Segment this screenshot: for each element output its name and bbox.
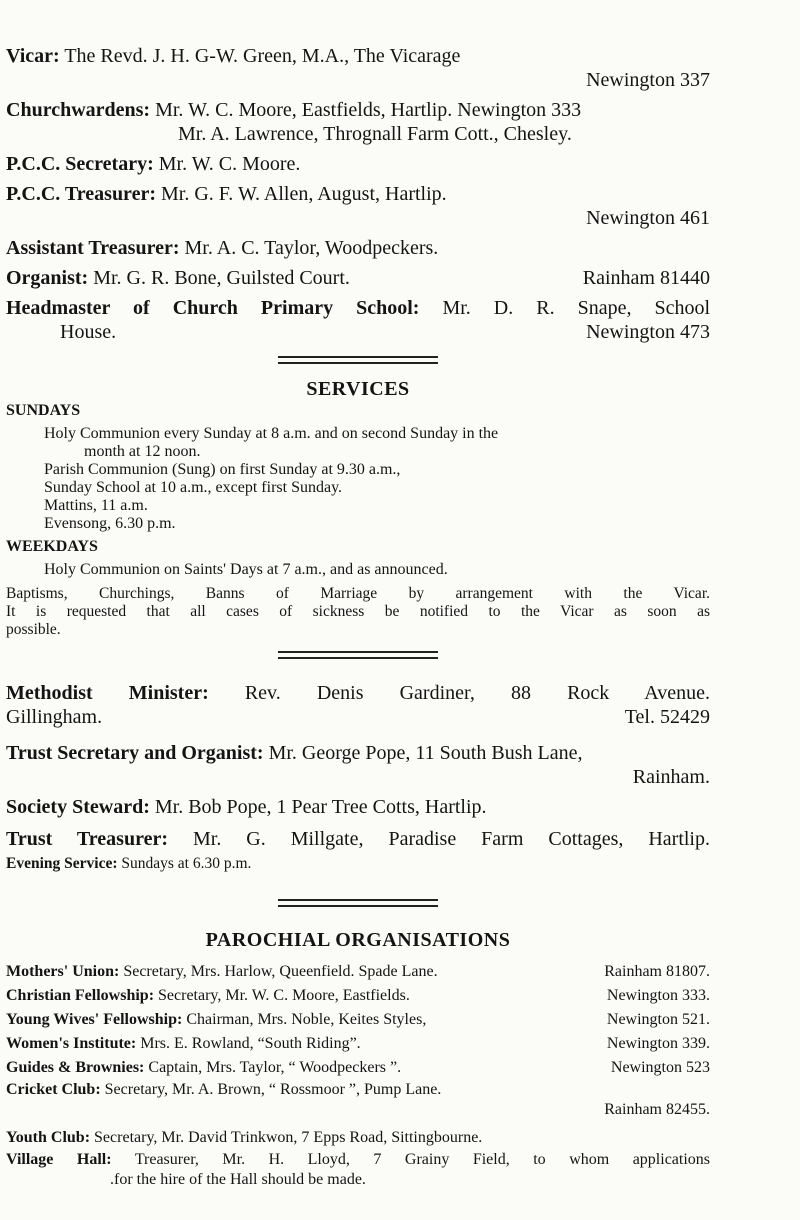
headmaster-phone: Newington 473 [586,321,710,343]
org-label: Village Hall: [6,1151,112,1168]
org-cricket-club [6,1080,710,1120]
trust-treasurer-text: Mr. G. Millgate, Paradise Farm Cottages, Hartlip. [192,828,710,850]
sunday-line: Sunday School at 10 a.m., except first Sunday. [44,479,343,496]
methodist-minister-text: Rev. Denis Gardiner, 88 Rock Avenue. [244,682,711,704]
org-youth-club [6,1126,710,1150]
services-title: SERVICES [306,378,410,400]
society-steward-text: Mr. Bob Pope, 1 Pear Tree Cotts, Hartlip. [154,796,487,818]
weekdays-label: WEEKDAYS [6,538,98,555]
org-label: Youth Club: [6,1129,91,1146]
org-label: Mothers' Union: [6,963,120,980]
pcc-treasurer-text: Mr. G. F. W. Allen, August, Hartlip. [161,183,447,205]
org-guides-brownies [6,1056,710,1080]
directory-page [6,44,710,1190]
trust-secretary-text2: Rainham. [632,766,710,788]
trust-secretary-text: Mr. George Pope, 11 South Bush Lane, [268,742,583,764]
pcc-secretary-text: Mr. W. C. Moore. [158,153,301,175]
sundays-list [6,425,710,533]
headmaster-text: Mr. D. R. Snape, School [442,297,711,319]
headmaster-text2: House. [60,321,117,343]
sunday-line: Mattins, 11 a.m. [44,497,148,514]
org-text: Secretary, Mr. A. Brown, “ Rossmoor ”, Pump Lane. [104,1081,442,1098]
divider-3 [278,899,438,907]
society-steward-entry [6,795,710,819]
org-phone: Newington 523 [610,1059,710,1076]
evening-service-text: Sundays at 6.30 p.m. [121,855,252,872]
org-mothers-union [6,960,710,984]
methodist-minister-line2 [6,705,710,729]
org-label: Guides & Brownies: [6,1059,145,1076]
vicar-phone: Newington 337 [586,69,710,91]
weekdays-text: Holy Communion on Saints' Days at 7 a.m., and as announced. [44,561,448,578]
org-label: Women's Institute: [6,1035,137,1052]
org-phone: Newington 333. [606,987,710,1004]
org-label: Christian Fellowship: [6,987,155,1004]
org-phone: Newington 521. [606,1011,710,1028]
headmaster-label: Headmaster of Church Primary School: [6,297,420,319]
org-young-wives [6,1008,710,1032]
sunday-line: Evensong, 6.30 p.m. [44,515,176,532]
churchwardens-line1: Mr. W. C. Moore, Eastfields, Hartlip. Newington 333 [155,99,582,121]
pcc-secretary-entry [6,152,710,176]
org-label: Young Wives' Fellowship: [6,1011,183,1028]
org-phone: Newington 339. [606,1035,710,1052]
org-text: Chairman, Mrs. Noble, Keites Styles, [186,1011,427,1028]
divider-2 [278,651,438,659]
methodist-minister-line1 [6,681,710,705]
headmaster-line2 [6,320,710,344]
assistant-treasurer-entry [6,236,710,260]
org-village-hall [6,1150,710,1190]
methodist-minister-entry [6,681,710,729]
headmaster-line1 [6,296,710,320]
org-phone: Rainham 81807. [604,963,710,980]
sunday-line: Parish Communion (Sung) on first Sunday at 9.30 a.m., [44,461,401,478]
pcc-treasurer-phone: Newington 461 [586,207,710,229]
methodist-minister-text2: Gillingham. [6,706,103,728]
org-womens-institute [6,1032,710,1056]
org-label: Cricket Club: [6,1081,101,1098]
organisations-list [6,960,710,1190]
vicar-label: Vicar: [6,45,60,67]
headmaster-entry [6,296,710,344]
org-text: Secretary, Mrs. Harlow, Queenfield. Spade Lane. [123,963,438,980]
society-steward-label: Society Steward: [6,796,150,818]
services-notes [6,585,710,639]
assistant-treasurer-text: Mr. A. C. Taylor, Woodpeckers. [184,237,439,259]
pcc-treasurer-entry [6,182,710,230]
churchwardens-entry [6,98,710,146]
services-note-2: It is requested that all cases of sickness be notified to the Vicar as soon as [6,603,710,620]
assistant-treasurer-label: Assistant Treasurer: [6,237,180,259]
sunday-line: month at 12 noon. [84,443,201,460]
vicar-entry [6,44,710,92]
divider-1 [278,356,438,364]
organist-phone: Rainham 81440 [582,267,710,289]
churchwardens-line2: Mr. A. Lawrence, Thrognall Farm Cott., Chesley. [178,123,572,145]
trust-treasurer-entry [6,827,710,851]
org-text: Treasurer, Mr. H. Lloyd, 7 Grainy Field, to whom applications [134,1151,711,1168]
trust-secretary-entry [6,741,710,789]
sunday-line: Holy Communion every Sunday at 8 a.m. and on second Sunday in the [44,425,499,442]
services-note-3: possible. [6,621,61,638]
methodist-minister-label: Methodist Minister: [6,682,209,704]
vicar-text: The Revd. J. H. G-W. Green, M.A., The Vicarage [64,45,461,67]
org-text: Secretary, Mr. W. C. Moore, Eastfields. [158,987,410,1004]
org-christian-fellowship [6,984,710,1008]
evening-service-label: Evening Service: [6,855,118,872]
churchwardens-label: Churchwardens: [6,99,151,121]
org-phone: Rainham 82455. [604,1101,710,1118]
sundays-label: SUNDAYS [6,402,81,419]
pcc-secretary-label: P.C.C. Secretary: [6,153,154,175]
organist-text: Mr. G. R. Bone, Guilsted Court. [93,267,350,289]
organist-label: Organist: [6,267,89,289]
evening-service-entry [6,855,710,873]
org-text: Secretary, Mr. David Trinkwon, 7 Epps Road, Sittingbourne. [94,1129,483,1146]
organisations-title: PAROCHIAL ORGANISATIONS [205,929,511,951]
trust-secretary-label: Trust Secretary and Organist: [6,742,264,764]
org-text: Captain, Mrs. Taylor, “ Woodpeckers ”. [148,1059,402,1076]
org-text2: .for the hire of the Hall should be made. [110,1171,366,1188]
services-note-1: Baptisms, Churchings, Banns of Marriage by arrangement with the Vicar. [6,585,710,602]
methodist-minister-phone: Tel. 52429 [624,706,710,728]
trust-treasurer-label: Trust Treasurer: [6,828,168,850]
pcc-treasurer-label: P.C.C. Treasurer: [6,183,156,205]
organist-entry [6,266,710,290]
org-text: Mrs. E. Rowland, “South Riding”. [140,1035,361,1052]
